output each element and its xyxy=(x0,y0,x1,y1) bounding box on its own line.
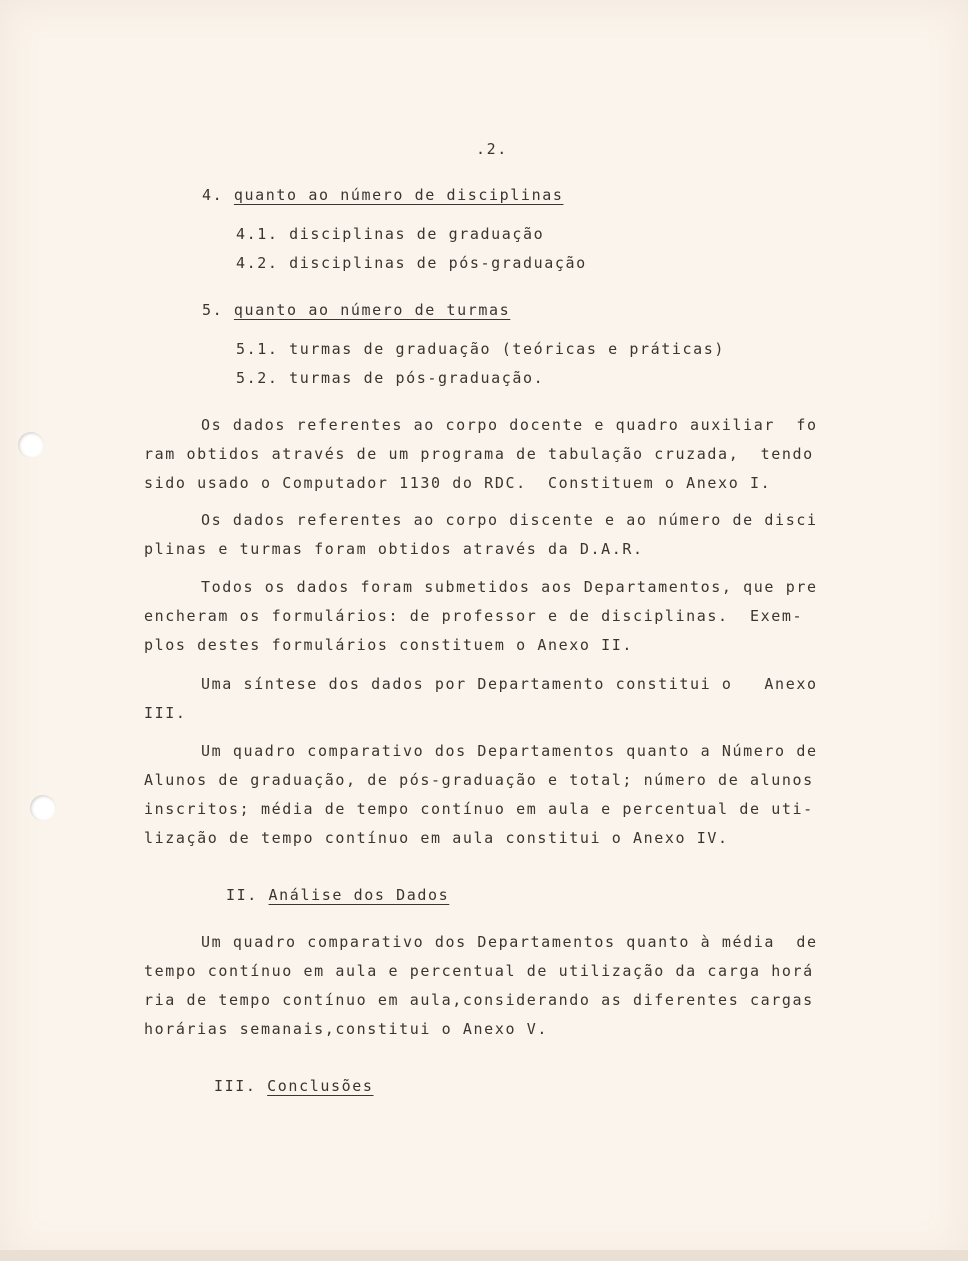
section-4-title: quanto ao número de disciplinas xyxy=(233,186,564,204)
paragraph-2-line-2: plinas e turmas foram obtidos através da D.A.R. xyxy=(144,540,644,558)
heading-conclusoes xyxy=(214,1077,373,1095)
paragraph-6-line-4: horárias semanais,constitui o Anexo V. xyxy=(144,1020,548,1038)
section-5-label: 5. xyxy=(202,301,224,319)
paragraph-4-line-2: III. xyxy=(144,704,187,722)
paragraph-3-line-3: plos destes formulários constituem o Anexo II. xyxy=(144,636,634,654)
paragraph-1-line-1: Os dados referentes ao corpo docente e quadro auxiliar fo xyxy=(201,416,818,434)
paragraph-5-line-3: inscritos; média de tempo contínuo em aula e percentual de uti- xyxy=(144,800,814,818)
punch-hole-top xyxy=(18,432,44,458)
paragraph-5-line-4: lização de tempo contínuo em aula constitui o Anexo IV. xyxy=(144,829,729,847)
heading-conclusoes-title: Conclusões xyxy=(267,1077,374,1095)
section-4-label: 4. xyxy=(202,186,224,204)
heading-analise xyxy=(226,886,449,904)
section-5-title: quanto ao número de turmas xyxy=(233,301,511,319)
paragraph-6-line-3: ria de tempo contínuo em aula,considerando as diferentes cargas xyxy=(144,991,814,1009)
paragraph-6-line-2: tempo contínuo em aula e percentual de utilização da carga horá xyxy=(144,962,814,980)
paragraph-5-line-1: Um quadro comparativo dos Departamentos quanto a Número de xyxy=(201,742,818,760)
paragraph-2-line-1: Os dados referentes ao corpo discente e ao número de disci xyxy=(201,511,818,529)
section-5-item-2: 5.2. turmas de pós-graduação. xyxy=(236,369,545,387)
heading-analise-label: II. xyxy=(226,886,258,904)
paragraph-1-line-3: sido usado o Computador 1130 do RDC. Constituem o Anexo I. xyxy=(144,474,772,492)
paragraph-4-line-1: Uma síntese dos dados por Departamento constitui o Anexo xyxy=(201,675,818,693)
paragraph-6-line-1: Um quadro comparativo dos Departamentos quanto à média de xyxy=(201,933,818,951)
section-4-item-2: 4.2. disciplinas de pós-graduação xyxy=(236,254,587,272)
paragraph-5-line-2: Alunos de graduação, de pós-graduação e total; número de alunos xyxy=(144,771,814,789)
heading-conclusoes-label: III. xyxy=(214,1077,257,1095)
paragraph-1-line-2: ram obtidos através de um programa de tabulação cruzada, tendo xyxy=(144,445,814,463)
paragraph-3-line-2: encheram os formulários: de professor e de disciplinas. Exem- xyxy=(144,607,804,625)
scan-bottom-edge xyxy=(0,1250,968,1261)
page-number: .2. xyxy=(476,140,508,158)
paragraph-3-line-1: Todos os dados foram submetidos aos Departamentos, que pre xyxy=(201,578,818,596)
heading-analise-title: Análise dos Dados xyxy=(268,886,450,904)
section-4-item-1: 4.1. disciplinas de graduação xyxy=(236,225,545,243)
section-5-item-1: 5.1. turmas de graduação (teóricas e práticas) xyxy=(236,340,726,358)
punch-hole-bottom xyxy=(30,795,56,821)
section-4-heading xyxy=(202,186,563,204)
section-5-heading xyxy=(202,301,510,319)
